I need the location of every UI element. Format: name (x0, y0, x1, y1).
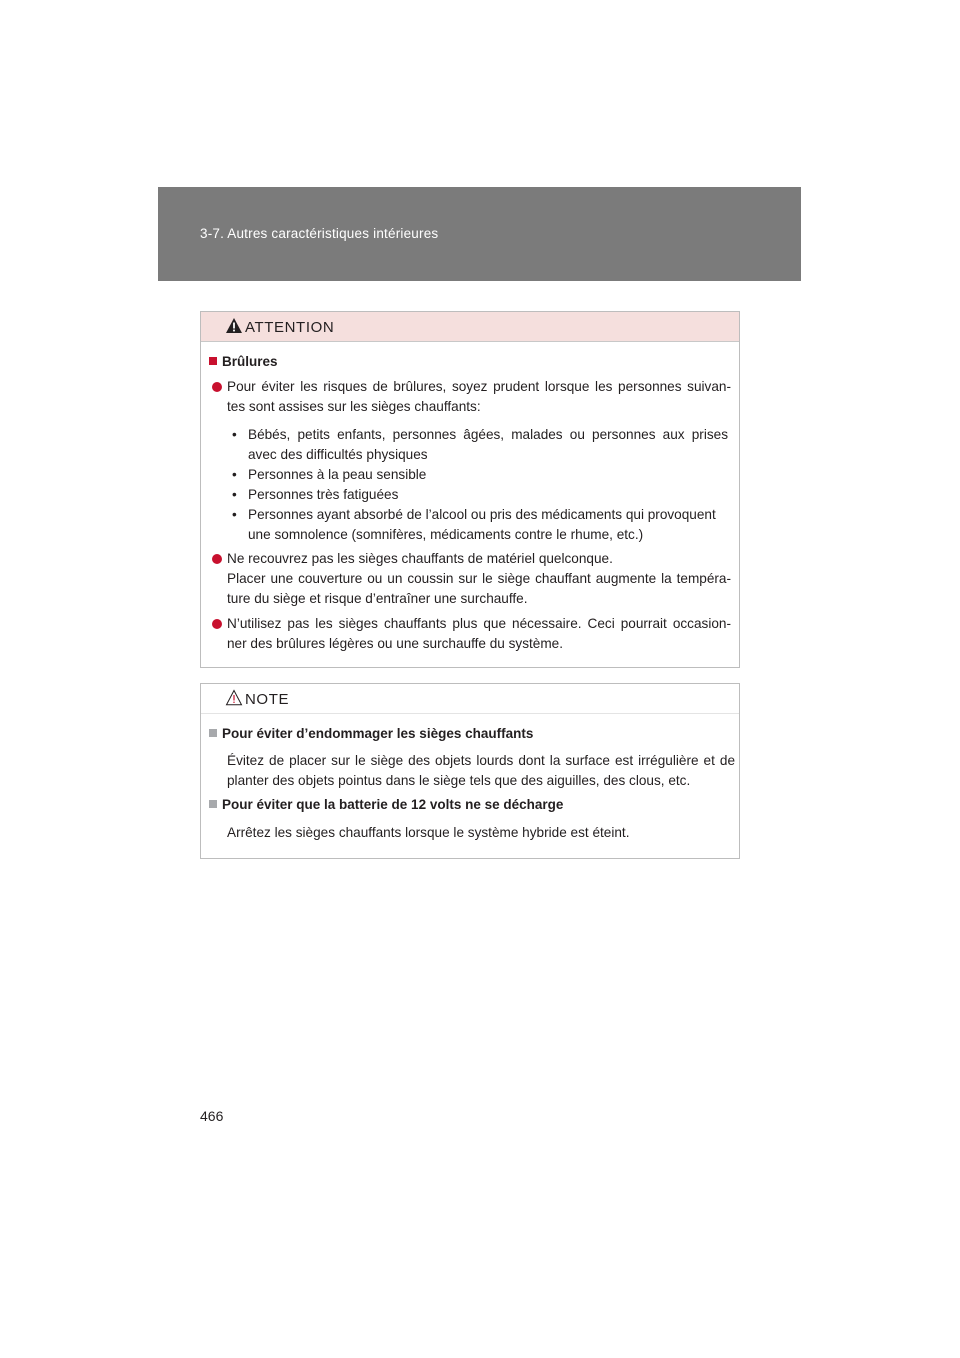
section-title: 3-7. Autres caractéristiques intérieures (200, 226, 439, 241)
square-bullet-icon (209, 357, 217, 365)
sub-item: • Personnes très fatiguées (232, 487, 399, 502)
warning-outline-icon (225, 689, 243, 706)
attention-bullet-3: N’utilisez pas les sièges chauffants plus que nécessaire. Ceci pourrait occasion- ner des brûlures légères ou une surchauffe du système. (211, 614, 731, 654)
note-heading-1: Pour éviter d’endommager les sièges chauffants (209, 726, 533, 741)
note-paragraph-2: Arrêtez les sièges chauffants lorsque le système hybride est éteint. (227, 825, 630, 840)
note-heading-2: Pour éviter que la batterie de 12 volts ne se décharge (209, 797, 563, 812)
attention-bullet-1: Pour éviter les risques de brûlures, soyez prudent lorsque les personnes suivan- tes sont assises sur les sièges chauffants: (211, 377, 731, 417)
sub-item: • Personnes ayant absorbé de l’alcool ou pris des médicaments qui provoquent une somnolence (somnifères, médicaments contre le rhume, etc.) (232, 507, 716, 542)
note-header (201, 684, 739, 714)
round-bullet-icon (212, 382, 222, 392)
note-paragraph-1: Évitez de placer sur le siège des objets lourds dont la surface est irrégulière et de planter des objets pointus dans le siège tels que des aiguilles, des clous, etc. (227, 753, 735, 788)
note-title: NOTE (245, 691, 290, 708)
attention-bullet-2: Ne recouvrez pas les sièges chauffants de matériel quelconque. Placer une couverture ou un coussin sur le siège chauffant augmente la tempéra- ture du siège et risque d’entraîner une surchauffe. (211, 549, 731, 609)
sub-item: • Bébés, petits enfants, personnes âgées, malades ou personnes aux prises avec des difficultés physiques (232, 427, 728, 462)
sub-item: • Personnes à la peau sensible (232, 467, 427, 482)
note-box (200, 683, 740, 859)
round-bullet-icon (212, 554, 222, 564)
round-bullet-icon (212, 619, 222, 629)
attention-box (200, 311, 740, 668)
attention-heading: Brûlures (209, 354, 278, 369)
attention-header (201, 312, 739, 342)
warning-icon (225, 317, 243, 334)
square-bullet-icon (209, 729, 217, 737)
attention-title: ATTENTION (245, 319, 335, 336)
page-number: 466 (200, 1108, 224, 1124)
square-bullet-icon (209, 800, 217, 808)
